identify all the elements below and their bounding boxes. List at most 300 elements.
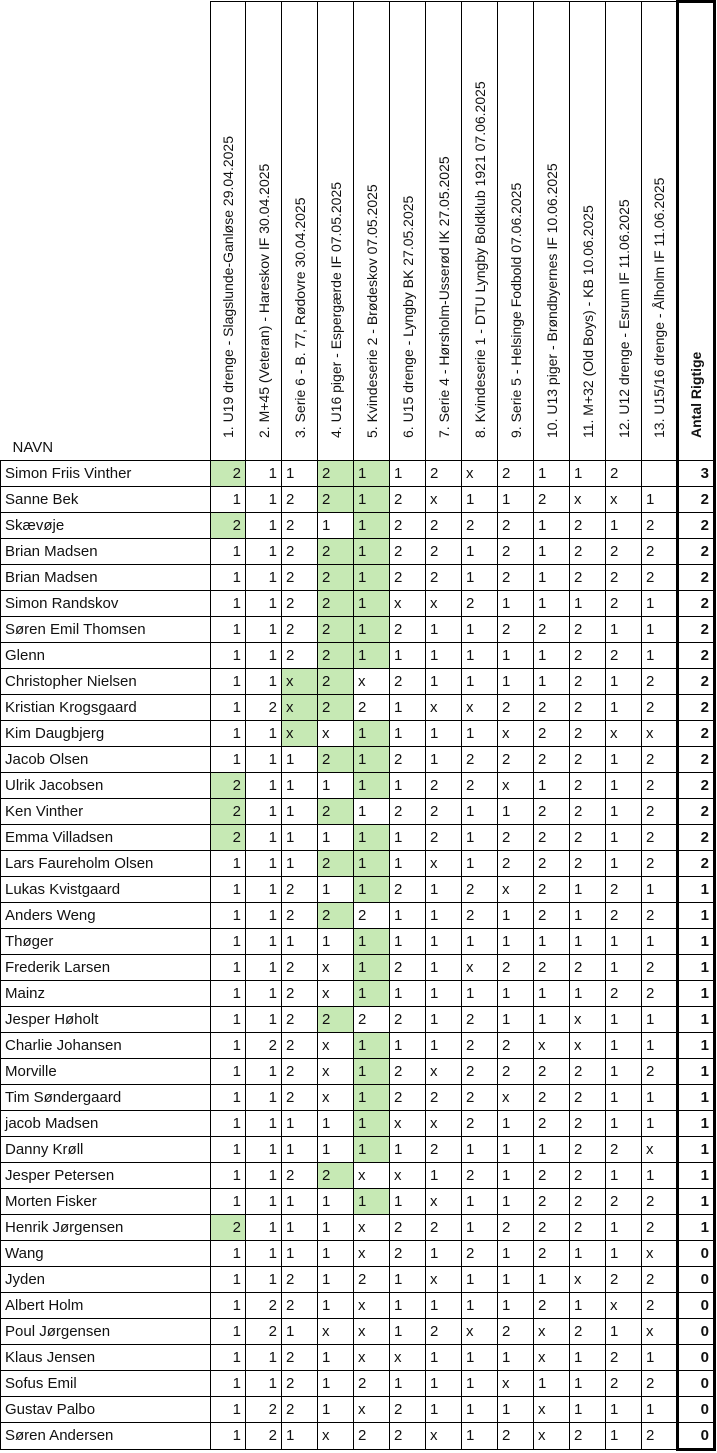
pick-cell: 2 [246,1422,282,1449]
pick-cell: 1 [534,1266,570,1292]
pick-cell: 2 [606,902,642,928]
pick-cell: x [282,694,318,720]
pick-cell: 1 [606,1396,642,1422]
pick-cell: 1 [426,668,462,694]
correct-count: 2 [678,746,715,772]
pick-cell: 2 [570,1162,606,1188]
table-row [1,538,715,564]
pick-cell: 1 [642,1110,678,1136]
pick-cell: 1 [426,1240,462,1266]
pick-cell: 2 [282,1370,318,1396]
pick-cell: 1 [211,1292,246,1318]
pick-cell: 1 [426,642,462,668]
pick-cell: x [642,1136,678,1162]
pick-cell: 2 [211,1214,246,1240]
pick-cell: 1 [282,850,318,876]
pick-cell: 1 [354,486,390,512]
pick-cell: 1 [426,980,462,1006]
player-name: Danny Krøll [1,1136,211,1162]
pick-cell: 1 [246,772,282,798]
pick-cell: 1 [211,1370,246,1396]
player-name: Ken Vinther [1,798,211,824]
pick-cell: 1 [211,1266,246,1292]
pick-cell: 1 [462,798,498,824]
pick-cell: 1 [570,1396,606,1422]
pick-cell: 1 [246,928,282,954]
table-row [1,1110,715,1136]
pick-cell: 2 [246,1032,282,1058]
pick-cell: 2 [282,616,318,642]
pick-cell: 2 [606,1136,642,1162]
pick-cell: x [354,1240,390,1266]
correct-count: 1 [678,1032,715,1058]
pick-cell: x [606,1292,642,1318]
pick-cell: 1 [318,1188,354,1214]
player-name: Jyden [1,1266,211,1292]
pick-cell: 1 [462,642,498,668]
pick-cell: 2 [534,798,570,824]
pick-cell: 1 [606,850,642,876]
pick-cell: 1 [246,538,282,564]
pick-cell: 2 [642,1292,678,1318]
correct-count: 1 [678,1162,715,1188]
pick-cell: 1 [354,772,390,798]
pick-cell: 2 [462,1032,498,1058]
pick-cell: 1 [606,954,642,980]
pick-cell: 2 [318,668,354,694]
pick-cell: 1 [570,902,606,928]
pick-cell: 2 [211,824,246,850]
pick-cell: 1 [282,1422,318,1449]
player-name: Jesper Petersen [1,1162,211,1188]
pick-cell: 2 [246,1292,282,1318]
pick-cell: 1 [426,1344,462,1370]
pick-cell: x [570,486,606,512]
pick-cell: 1 [211,1422,246,1449]
pick-cell: 1 [426,954,462,980]
pick-cell: 2 [642,1058,678,1084]
pick-cell: 1 [642,1162,678,1188]
pick-cell: 2 [570,772,606,798]
pick-cell: 2 [282,902,318,928]
pick-cell: 1 [318,1136,354,1162]
pick-cell: 1 [462,616,498,642]
player-name: Lars Faureholm Olsen [1,850,211,876]
pick-cell: 1 [354,590,390,616]
pick-cell: 1 [354,538,390,564]
pick-cell: 2 [390,746,426,772]
pick-cell: 2 [642,902,678,928]
pick-cell: 2 [211,460,246,486]
pick-cell: 1 [426,1006,462,1032]
pick-cell: 2 [642,850,678,876]
pick-cell: 2 [570,720,606,746]
player-name: Kim Daugbjerg [1,720,211,746]
pick-cell: x [642,720,678,746]
pick-cell: 2 [462,1162,498,1188]
table-row [1,512,715,538]
pick-cell: 1 [246,486,282,512]
pick-cell: 2 [318,642,354,668]
pick-cell: 1 [246,746,282,772]
pick-cell: 1 [246,1188,282,1214]
correct-count: 2 [678,564,715,590]
pick-cell: 1 [498,642,534,668]
pick-cell: 1 [390,850,426,876]
pick-cell: 2 [534,1240,570,1266]
pick-cell: 1 [354,954,390,980]
pick-cell: 1 [211,694,246,720]
pick-cell: 2 [390,798,426,824]
player-name: Wang [1,1240,211,1266]
pick-cell [642,460,678,486]
pick-cell: x [282,668,318,694]
pick-cell: 2 [570,746,606,772]
pick-cell: 2 [498,1058,534,1084]
pick-cell: 2 [211,512,246,538]
player-name: Jacob Olsen [1,746,211,772]
pick-cell: 2 [570,1318,606,1344]
pick-cell: 2 [246,1318,282,1344]
pick-cell: 1 [570,876,606,902]
table-row [1,824,715,850]
table-row [1,460,715,486]
pick-cell: 2 [211,798,246,824]
table-row [1,1292,715,1318]
pick-cell: 2 [606,1344,642,1370]
pick-cell: 1 [426,928,462,954]
pick-cell: 2 [642,512,678,538]
player-name: Søren Emil Thomsen [1,616,211,642]
pick-cell: 2 [606,538,642,564]
pick-cell: 1 [282,1188,318,1214]
correct-count: 1 [678,928,715,954]
pick-cell: 1 [246,642,282,668]
pick-cell: 1 [390,694,426,720]
pick-cell: x [498,1084,534,1110]
pick-cell: 2 [570,824,606,850]
pick-cell: 2 [606,590,642,616]
pick-cell: 2 [534,1084,570,1110]
pick-cell: 1 [211,928,246,954]
pick-cell: 1 [606,1084,642,1110]
pick-cell: 1 [282,772,318,798]
pick-cell: 2 [318,590,354,616]
correct-count: 0 [678,1240,715,1266]
pick-cell: 1 [570,460,606,486]
correct-count: 0 [678,1344,715,1370]
pick-cell: 2 [534,1214,570,1240]
pick-cell: 2 [642,980,678,1006]
correct-count: 1 [678,980,715,1006]
pick-cell: 1 [534,1370,570,1396]
pick-cell: 2 [534,720,570,746]
pick-cell: 2 [570,538,606,564]
pick-cell: 2 [390,668,426,694]
pick-cell: 1 [426,876,462,902]
results-body [1,460,715,1449]
pick-cell: 1 [534,980,570,1006]
pick-cell: 2 [282,538,318,564]
pick-cell: 2 [426,1136,462,1162]
pick-cell: 2 [642,798,678,824]
pick-cell: 1 [282,1318,318,1344]
pick-cell: 2 [570,954,606,980]
pick-cell: 1 [534,1006,570,1032]
pick-cell: 2 [426,564,462,590]
table-row [1,1370,715,1396]
pick-cell: 1 [570,1292,606,1318]
pick-cell: 1 [606,1240,642,1266]
pick-cell: x [462,954,498,980]
pick-cell: 1 [498,1162,534,1188]
pick-cell: 2 [282,642,318,668]
pick-cell: 2 [426,538,462,564]
pick-cell: 2 [570,1084,606,1110]
pick-cell: 2 [390,954,426,980]
pick-cell: 1 [390,460,426,486]
player-name: Emma Villadsen [1,824,211,850]
pick-cell: 1 [282,1214,318,1240]
pick-cell: 1 [462,1396,498,1422]
pick-cell: x [642,1318,678,1344]
pick-cell: 2 [534,1292,570,1318]
correct-count: 2 [678,720,715,746]
table-row [1,616,715,642]
pick-cell: 2 [390,1214,426,1240]
pick-cell: 2 [462,1110,498,1136]
pick-cell: 1 [246,1162,282,1188]
pick-cell: 1 [354,1032,390,1058]
table-row [1,1058,715,1084]
correct-count: 1 [678,1136,715,1162]
pick-cell: 2 [570,642,606,668]
pick-cell: 2 [570,850,606,876]
pick-cell: x [318,1422,354,1449]
pick-cell: 2 [390,1240,426,1266]
table-row [1,1422,715,1449]
player-name: Henrik Jørgensen [1,1214,211,1240]
correct-count: 1 [678,1188,715,1214]
pick-cell: 1 [390,720,426,746]
match-header-3: 3. Serie 6 - B. 77, Rødovre 30.04.2025 [282,2,318,461]
correct-count: 1 [678,1006,715,1032]
correct-count: 0 [678,1396,715,1422]
pick-cell: 1 [318,772,354,798]
pick-cell: 1 [354,616,390,642]
correct-count: 0 [678,1318,715,1344]
pick-cell: 1 [426,720,462,746]
pick-cell: 2 [570,616,606,642]
pick-cell: 1 [462,1188,498,1214]
pick-cell: 1 [462,1136,498,1162]
table-row [1,642,715,668]
pick-cell: x [426,590,462,616]
table-row [1,1032,715,1058]
correct-count: 2 [678,694,715,720]
pick-cell: 2 [498,538,534,564]
pick-cell: 1 [534,642,570,668]
correct-count: 2 [678,824,715,850]
match-header-10: 10. U13 piger - Brøndbyernes IF 10.06.2025 [534,2,570,461]
pick-cell: 2 [318,902,354,928]
pick-cell: 2 [354,1422,390,1449]
correct-count: 1 [678,902,715,928]
pick-cell: 2 [570,798,606,824]
pick-cell: 1 [211,720,246,746]
pick-cell: 2 [282,512,318,538]
player-name: Albert Holm [1,1292,211,1318]
pick-cell: 1 [211,538,246,564]
pick-cell: 2 [282,1396,318,1422]
table-row [1,876,715,902]
pick-cell: 1 [318,876,354,902]
pick-cell: 2 [534,746,570,772]
pick-cell: 2 [282,876,318,902]
pick-cell: 1 [534,668,570,694]
pick-cell: x [426,486,462,512]
pick-cell: 2 [426,824,462,850]
pick-cell: 1 [498,1292,534,1318]
pick-cell: 1 [246,564,282,590]
pick-cell: 1 [282,746,318,772]
player-name: Mainz [1,980,211,1006]
pick-cell: 1 [246,980,282,1006]
pick-cell: 1 [354,1188,390,1214]
table-row [1,720,715,746]
pick-cell: 1 [354,720,390,746]
player-name: Gustav Palbo [1,1396,211,1422]
pick-cell: x [354,1292,390,1318]
pick-cell: 2 [534,486,570,512]
pick-cell: 1 [390,928,426,954]
pick-cell: 1 [498,902,534,928]
pick-cell: 2 [426,1318,462,1344]
pick-cell: x [498,720,534,746]
pick-cell: 1 [462,1292,498,1318]
pick-cell: x [318,1032,354,1058]
pick-cell: 1 [246,954,282,980]
pick-cell: 1 [211,1188,246,1214]
pick-cell: 1 [498,1006,534,1032]
total-column-header: Antal Rigtige [678,2,715,461]
pick-cell: 1 [211,1162,246,1188]
pick-cell: 2 [462,1006,498,1032]
pick-cell: 2 [498,616,534,642]
pick-cell: 2 [642,746,678,772]
pick-cell: 1 [462,486,498,512]
pick-cell: 2 [462,902,498,928]
pick-cell: 1 [534,1136,570,1162]
pick-cell: 1 [246,1110,282,1136]
pick-cell: 2 [318,486,354,512]
pick-cell: x [462,1318,498,1344]
pick-cell: 2 [570,1110,606,1136]
pick-cell: 2 [318,616,354,642]
pick-cell: 2 [498,460,534,486]
pick-cell: 1 [246,824,282,850]
table-row [1,564,715,590]
pick-cell: x [318,1318,354,1344]
pick-cell: x [318,1084,354,1110]
pick-cell: 2 [606,564,642,590]
pick-cell: 1 [462,1266,498,1292]
pick-cell: 2 [318,460,354,486]
pick-cell: 1 [282,1136,318,1162]
table-row [1,1162,715,1188]
pick-cell: 1 [390,772,426,798]
match-header-8: 8. Kvindeserie 1 - DTU Lyngby Boldklub 1921 07.06.2025 [462,2,498,461]
pick-cell: 2 [534,1110,570,1136]
pick-cell: 2 [570,564,606,590]
pick-cell: 2 [462,1084,498,1110]
pick-cell: 2 [498,1032,534,1058]
pick-cell: 2 [570,1214,606,1240]
player-name: Christopher Nielsen [1,668,211,694]
pick-cell: 1 [462,720,498,746]
pick-cell: 2 [534,694,570,720]
pick-cell: 1 [390,902,426,928]
player-name: Frederik Larsen [1,954,211,980]
match-header-11: 11. M+32 (Old Boys) - KB 10.06.2025 [570,2,606,461]
pick-cell: 1 [246,1214,282,1240]
pick-cell: x [354,1318,390,1344]
pick-cell: 1 [642,928,678,954]
pick-cell: 1 [642,1006,678,1032]
player-name: Skævøje [1,512,211,538]
pick-cell: 1 [606,1058,642,1084]
pick-cell: 1 [606,1214,642,1240]
pick-cell: 1 [498,980,534,1006]
pick-cell: 1 [211,1110,246,1136]
pick-cell: 2 [282,954,318,980]
pick-cell: x [354,1396,390,1422]
pick-cell: 1 [211,1240,246,1266]
pick-cell: 1 [246,876,282,902]
pick-cell: 1 [606,1006,642,1032]
pick-cell: 1 [246,616,282,642]
pick-cell: 1 [462,538,498,564]
correct-count: 1 [678,1214,715,1240]
pick-cell: 1 [498,1240,534,1266]
pick-cell: 1 [606,1422,642,1449]
pick-cell: x [390,1110,426,1136]
pick-cell: x [606,486,642,512]
pick-cell: 1 [606,512,642,538]
pick-cell: 2 [642,564,678,590]
pick-cell: 1 [498,1266,534,1292]
pick-cell: 2 [534,876,570,902]
pick-cell: 1 [282,928,318,954]
pick-cell: 1 [318,928,354,954]
correct-count: 1 [678,954,715,980]
pick-cell: 2 [642,538,678,564]
pick-cell: 2 [570,512,606,538]
player-name: Sofus Emil [1,1370,211,1396]
pick-cell: 2 [534,850,570,876]
pick-cell: x [498,772,534,798]
pick-cell: 1 [354,1084,390,1110]
pick-cell: 1 [534,772,570,798]
pick-cell: 1 [211,564,246,590]
correct-count: 2 [678,538,715,564]
player-name: Glenn [1,642,211,668]
pick-cell: 2 [606,1266,642,1292]
pick-cell: 1 [318,1110,354,1136]
pick-cell: 2 [354,1370,390,1396]
pick-cell: 1 [282,460,318,486]
pick-cell: 1 [354,928,390,954]
